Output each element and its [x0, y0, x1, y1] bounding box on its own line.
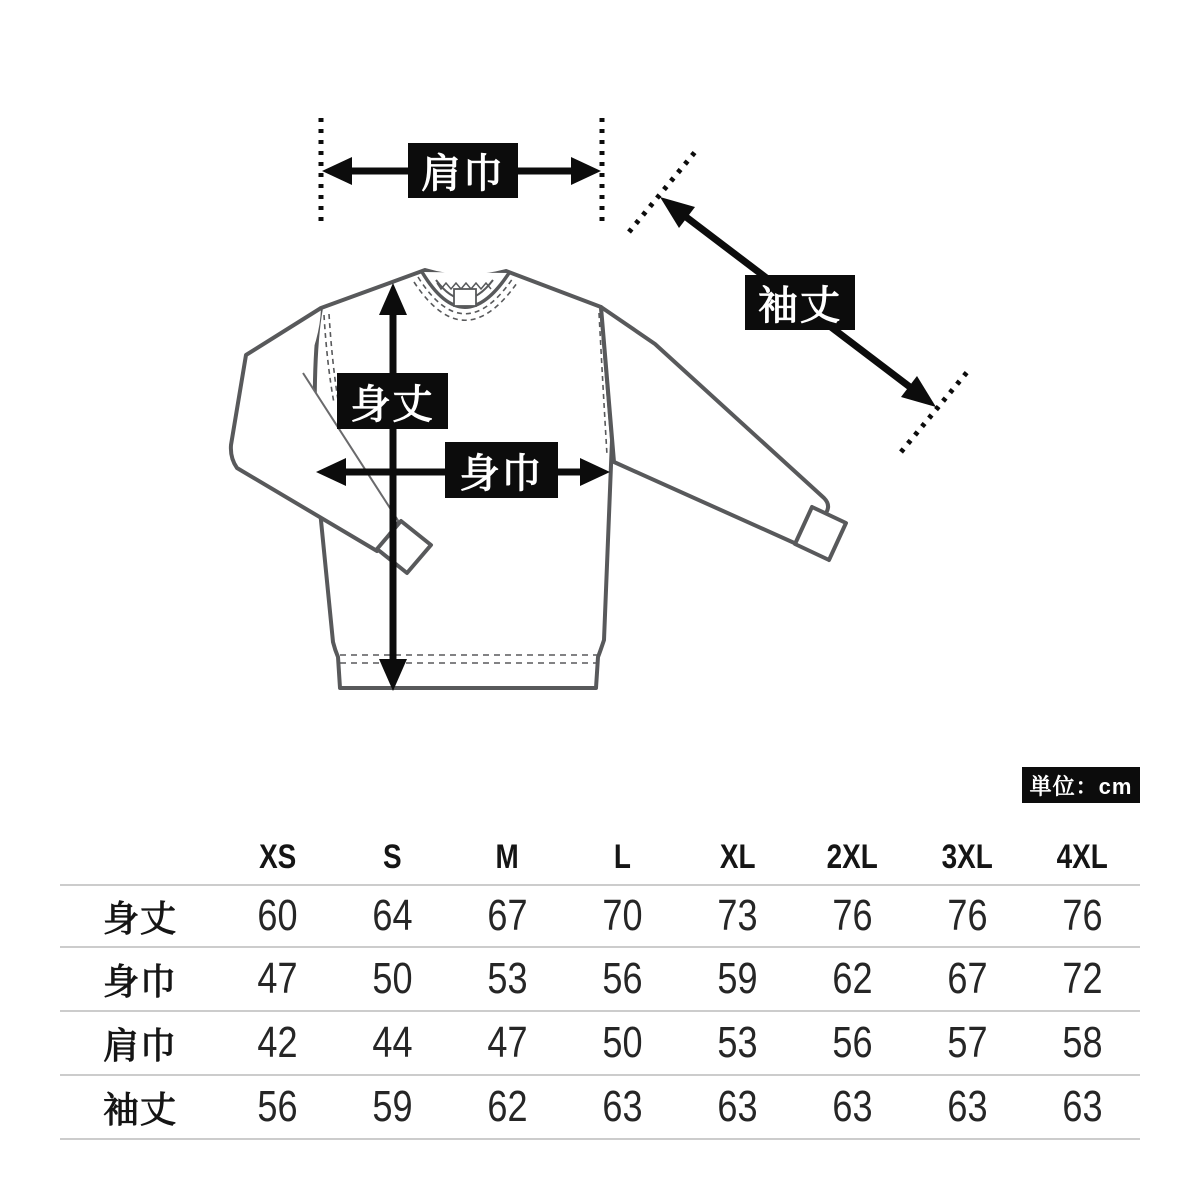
size-value-cell: 72: [1062, 954, 1103, 1003]
size-value-cell: 62: [832, 954, 873, 1003]
size-value-cell: 56: [602, 954, 643, 1003]
size-value-cell: 63: [602, 1082, 643, 1131]
size-column-header: XS: [258, 837, 297, 876]
shoulder-width-label: 肩巾: [408, 143, 518, 198]
size-table-row: [60, 884, 1140, 948]
size-column-header: 4XL: [1056, 837, 1109, 876]
size-table-row: [60, 1012, 1140, 1076]
arrowhead: [571, 157, 601, 185]
size-value-cell: 53: [717, 1018, 758, 1067]
size-value-cell: 70: [602, 891, 643, 940]
size-value-cell: 76: [1062, 891, 1103, 940]
size-column-header: 2XL: [826, 837, 879, 876]
size-table: [60, 830, 1140, 1140]
unit-badge: 単位：cm: [1022, 767, 1140, 803]
size-column-header: XL: [719, 837, 756, 876]
size-value-cell: 50: [372, 954, 413, 1003]
size-table-body: [60, 884, 1140, 1140]
size-column-header: L: [613, 837, 632, 876]
size-table-corner-cell: [60, 838, 220, 877]
right-sleeve: [601, 307, 828, 546]
size-value-cell: 60: [257, 891, 298, 940]
size-value-cell: 63: [947, 1082, 988, 1131]
size-value-cell: 73: [717, 891, 758, 940]
measurement-row-label: 肩巾: [102, 1024, 177, 1066]
size-value-cell: 67: [487, 891, 528, 940]
size-column-header: S: [383, 837, 402, 876]
size-column-header: M: [495, 837, 520, 876]
size-value-cell: 42: [257, 1018, 298, 1067]
size-value-cell: 64: [372, 891, 413, 940]
size-value-cell: 58: [1062, 1018, 1103, 1067]
size-table-row: [60, 948, 1140, 1012]
size-value-cell: 63: [1062, 1082, 1103, 1131]
size-value-cell: 57: [947, 1018, 988, 1067]
size-value-cell: 47: [257, 954, 298, 1003]
size-value-cell: 63: [717, 1082, 758, 1131]
measurement-row-label: 袖丈: [102, 1088, 177, 1130]
neck-label-tag: [454, 289, 476, 306]
size-value-cell: 76: [832, 891, 873, 940]
size-value-cell: 76: [947, 891, 988, 940]
size-value-cell: 56: [832, 1018, 873, 1067]
size-value-cell: 62: [487, 1082, 528, 1131]
size-value-cell: 67: [947, 954, 988, 1003]
size-value-cell: 56: [257, 1082, 298, 1131]
sleeve-length-label: 袖丈: [745, 275, 855, 330]
body-length-label: 身丈: [337, 373, 448, 429]
size-column-header: 3XL: [941, 837, 994, 876]
size-value-cell: 44: [372, 1018, 413, 1067]
size-value-cell: 47: [487, 1018, 528, 1067]
size-table-row: [60, 1076, 1140, 1140]
size-value-cell: 53: [487, 954, 528, 1003]
size-value-cell: 63: [832, 1082, 873, 1131]
size-value-cell: 59: [717, 954, 758, 1003]
size-value-cell: 50: [602, 1018, 643, 1067]
arrowhead: [322, 157, 352, 185]
measurement-row-label: 身巾: [102, 960, 177, 1002]
size-value-cell: 59: [372, 1082, 413, 1131]
sleeve-guide-bottom: [901, 371, 968, 452]
body-width-label: 身巾: [445, 442, 558, 498]
size-table-header-row: [60, 830, 1140, 884]
measurement-row-label: 身丈: [102, 897, 177, 939]
